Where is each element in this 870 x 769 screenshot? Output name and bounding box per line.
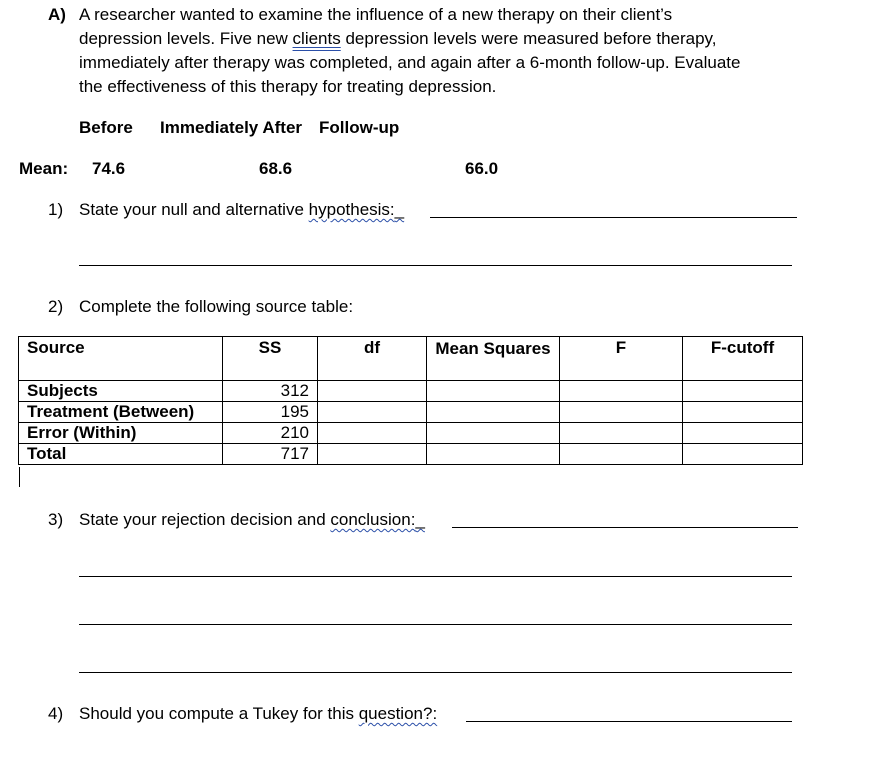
answer-line-1a[interactable]: [430, 217, 797, 218]
answer-line-3a[interactable]: [452, 527, 798, 528]
answer-line-3c[interactable]: [79, 624, 792, 625]
source-table-header-row: [19, 337, 803, 381]
answer-line-3b[interactable]: [79, 576, 792, 577]
row-source: Subjects: [19, 381, 223, 402]
text-cursor: [19, 467, 20, 487]
question-2-text: Complete the following source table:: [79, 297, 354, 316]
question-4-link: question?:: [358, 704, 438, 723]
answer-line-1b[interactable]: [79, 265, 792, 266]
question-1-link: hypothesis:: [308, 200, 395, 219]
header-df: df: [318, 337, 427, 381]
problem-line-2: [79, 29, 717, 49]
row-df-cell[interactable]: [318, 381, 427, 402]
question-2-number: 2): [48, 297, 64, 316]
table-row: [19, 423, 803, 444]
row-source: Treatment (Between): [19, 402, 223, 423]
answer-line-4[interactable]: [466, 721, 792, 722]
row-f-cell[interactable]: [560, 381, 683, 402]
question-4-text: [79, 704, 437, 724]
header-source: Source: [19, 337, 223, 381]
question-1-prefix: State your null and alternative: [79, 200, 309, 219]
row-source: Error (Within): [19, 423, 223, 444]
question-1-underscore: _: [394, 200, 405, 219]
row-source: Total: [19, 444, 223, 465]
row-ss: 312: [223, 381, 318, 402]
row-fcutoff-cell[interactable]: [683, 381, 803, 402]
row-ms-cell[interactable]: [427, 381, 560, 402]
header-f: F: [560, 337, 683, 381]
question-3-number: 3): [48, 510, 64, 529]
source-table: [18, 336, 803, 465]
row-fcutoff-cell[interactable]: [683, 402, 803, 423]
condition-before-header: Before: [79, 118, 133, 137]
header-f-cutoff: F-cutoff: [683, 337, 803, 381]
table-row: [19, 444, 803, 465]
question-1-text: [79, 200, 404, 220]
question-4-number: 4): [48, 704, 64, 723]
mean-label: Mean:: [19, 159, 69, 178]
condition-after-header: Immediately After: [160, 118, 303, 137]
clients-word: clients: [292, 29, 341, 48]
question-3-link: conclusion:: [330, 510, 416, 529]
problem-label: A): [48, 5, 66, 24]
problem-line-4: the effectiveness of this therapy for treating depression.: [79, 77, 497, 96]
row-ms-cell[interactable]: [427, 444, 560, 465]
row-df-cell[interactable]: [318, 444, 427, 465]
header-ss: SS: [223, 337, 318, 381]
condition-followup-header: Follow-up: [319, 118, 400, 137]
problem-line-3: immediately after therapy was completed, and again after a 6-month follow-up. Evaluate: [79, 53, 741, 72]
row-fcutoff-cell[interactable]: [683, 444, 803, 465]
mean-after: 68.6: [259, 159, 293, 178]
row-fcutoff-cell[interactable]: [683, 423, 803, 444]
row-ss: 717: [223, 444, 318, 465]
problem-line-2-start: depression levels. Five new: [79, 29, 293, 48]
row-ss: 210: [223, 423, 318, 444]
row-f-cell[interactable]: [560, 444, 683, 465]
table-row: [19, 402, 803, 423]
row-ms-cell[interactable]: [427, 402, 560, 423]
row-f-cell[interactable]: [560, 423, 683, 444]
row-ss: 195: [223, 402, 318, 423]
question-3-prefix: State your rejection decision and: [79, 510, 331, 529]
question-3-text: [79, 510, 425, 530]
row-ms-cell[interactable]: [427, 423, 560, 444]
mean-followup: 66.0: [465, 159, 499, 178]
answer-line-3d[interactable]: [79, 672, 792, 673]
row-df-cell[interactable]: [318, 423, 427, 444]
question-1-number: 1): [48, 200, 64, 219]
mean-before: 74.6: [92, 159, 126, 178]
table-row: [19, 381, 803, 402]
row-f-cell[interactable]: [560, 402, 683, 423]
header-mean-squares: Mean Squares: [427, 337, 560, 381]
row-df-cell[interactable]: [318, 402, 427, 423]
problem-line-1: A researcher wanted to examine the influence of a new therapy on their client’s: [79, 5, 673, 24]
question-3-underscore: _: [415, 510, 425, 529]
question-4-prefix: Should you compute a Tukey for this: [79, 704, 359, 723]
problem-line-2-end: depression levels were measured before therapy,: [340, 29, 717, 48]
